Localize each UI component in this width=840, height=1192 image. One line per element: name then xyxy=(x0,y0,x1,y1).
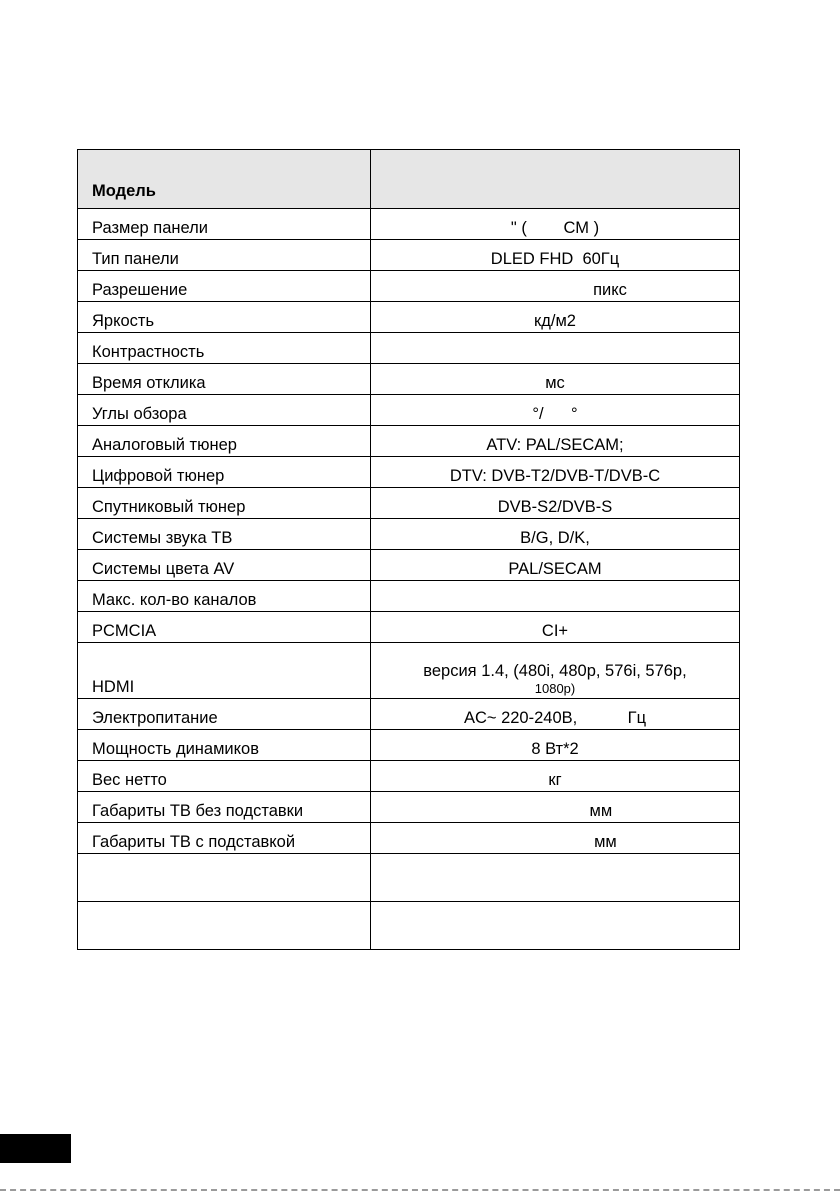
row-label: Габариты ТВ с подставкой xyxy=(78,823,371,854)
row-value xyxy=(371,333,740,364)
table-row xyxy=(78,457,740,488)
row-value: DTV: DVB-T2/DVB-T/DVB-C xyxy=(371,457,740,488)
table-row xyxy=(78,761,740,792)
row-value xyxy=(371,902,740,950)
row-value: PAL/SECAM xyxy=(371,550,740,581)
row-value xyxy=(371,581,740,612)
row-label xyxy=(78,854,371,902)
row-value: кд/м2 xyxy=(371,302,740,333)
row-value: мм xyxy=(371,792,740,823)
table-row xyxy=(78,426,740,457)
row-value: DVB-S2/DVB-S xyxy=(371,488,740,519)
row-label: Цифровой тюнер xyxy=(78,457,371,488)
table-row xyxy=(78,550,740,581)
table-row xyxy=(78,364,740,395)
row-label: Макс. кол-во каналов xyxy=(78,581,371,612)
bottom-dashed-rule xyxy=(0,1189,840,1191)
table-row xyxy=(78,271,740,302)
hdmi-value-line1: версия 1.4, (480i, 480p, 576i, 576p, xyxy=(423,662,687,680)
row-value: 8 Вт*2 xyxy=(371,730,740,761)
row-value: ATV: PAL/SECAM; xyxy=(371,426,740,457)
row-label: Мощность динамиков xyxy=(78,730,371,761)
table-row xyxy=(78,519,740,550)
row-value: " ( СМ ) xyxy=(371,209,740,240)
row-value: пикс xyxy=(371,271,740,302)
row-value: кг xyxy=(371,761,740,792)
hdmi-value-line2: 1080p) xyxy=(534,681,576,696)
row-label: Время отклика xyxy=(78,364,371,395)
table-header-row xyxy=(78,150,740,209)
table-row xyxy=(78,581,740,612)
row-label: Углы обзора xyxy=(78,395,371,426)
row-label: Контрастность xyxy=(78,333,371,364)
row-value xyxy=(371,854,740,902)
row-value: мс xyxy=(371,364,740,395)
row-label: Спутниковый тюнер xyxy=(78,488,371,519)
table-row xyxy=(78,823,740,854)
table-row xyxy=(78,699,740,730)
row-value: B/G, D/K, xyxy=(371,519,740,550)
table-row xyxy=(78,395,740,426)
row-label: PCMCIA xyxy=(78,612,371,643)
table-row xyxy=(78,854,740,902)
row-value: мм xyxy=(371,823,740,854)
table-row xyxy=(78,902,740,950)
row-label: HDMI xyxy=(78,643,371,699)
row-label: Размер панели xyxy=(78,209,371,240)
table-row xyxy=(78,333,740,364)
table-row xyxy=(78,643,740,699)
table-row xyxy=(78,488,740,519)
row-label: Системы цвета AV xyxy=(78,550,371,581)
row-label: Электропитание xyxy=(78,699,371,730)
row-label: Разрешение xyxy=(78,271,371,302)
spec-table xyxy=(77,149,740,950)
row-label xyxy=(78,902,371,950)
row-label: Вес нетто xyxy=(78,761,371,792)
table-row xyxy=(78,612,740,643)
header-label: Модель xyxy=(78,150,371,209)
row-label: Системы звука ТВ xyxy=(78,519,371,550)
row-value: CI+ xyxy=(371,612,740,643)
table-row xyxy=(78,209,740,240)
header-value xyxy=(371,150,740,209)
row-label: Тип панели xyxy=(78,240,371,271)
table-row xyxy=(78,302,740,333)
row-label: Габариты ТВ без подставки xyxy=(78,792,371,823)
row-value: DLED FHD 60Гц xyxy=(371,240,740,271)
table-row xyxy=(78,792,740,823)
row-label: Аналоговый тюнер xyxy=(78,426,371,457)
table-row xyxy=(78,730,740,761)
table-row xyxy=(78,240,740,271)
page-number-tab xyxy=(0,1134,71,1163)
row-value: AC~ 220-240В, Гц xyxy=(371,699,740,730)
row-value: °/ ° xyxy=(371,395,740,426)
row-value xyxy=(371,643,740,699)
row-label: Яркость xyxy=(78,302,371,333)
